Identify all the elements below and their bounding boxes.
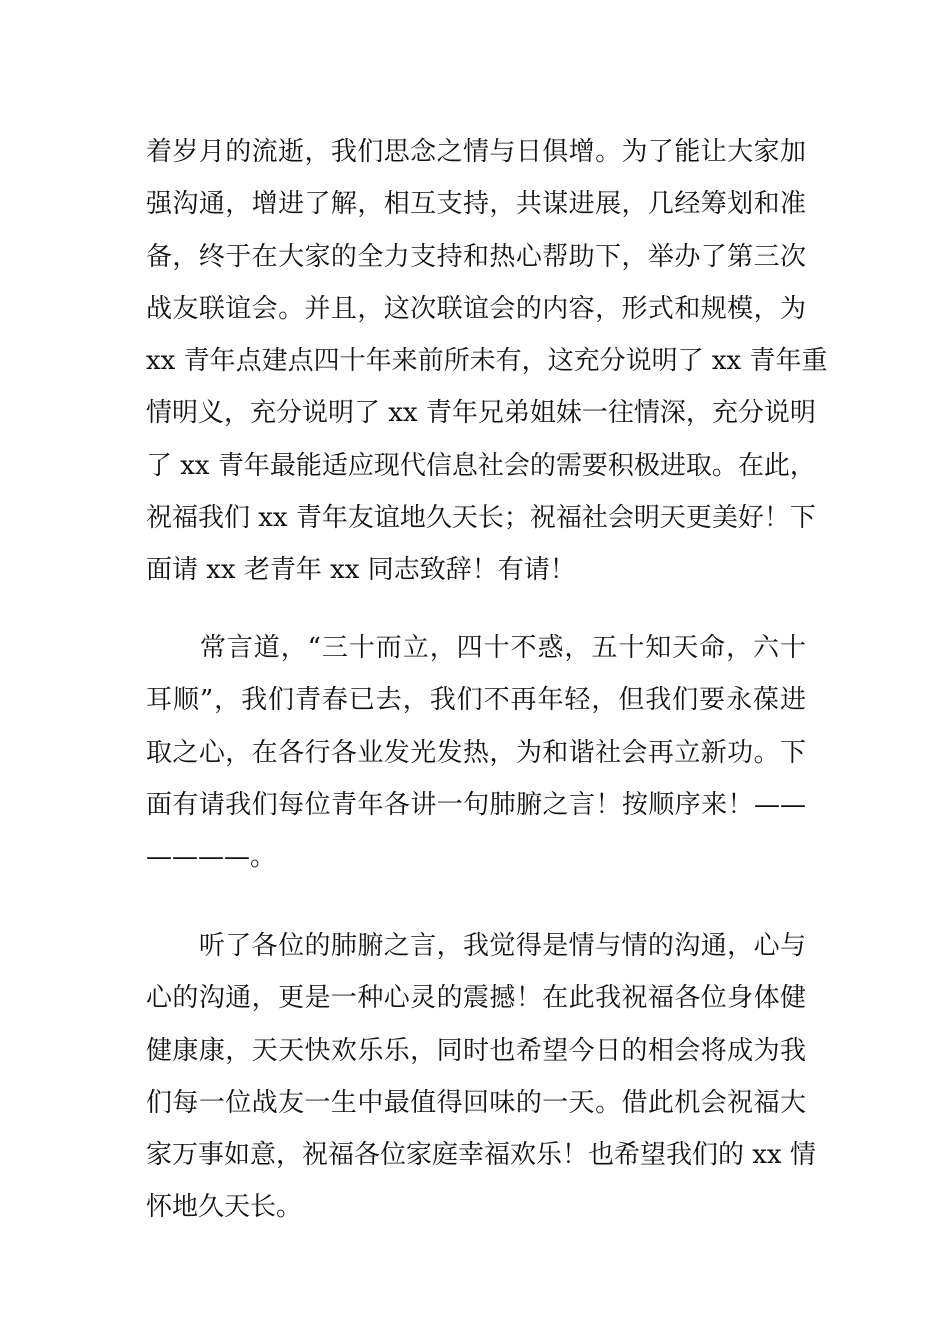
text-line: 祝福我们 xx 青年友谊地久天长；祝福社会明天更美好！下 [146, 503, 816, 534]
text-line: 耳顺”，我们青春已去，我们不再年轻，但我们要永葆进 [146, 685, 806, 716]
paragraph-1 [146, 126, 828, 597]
text-line: 战友联谊会。并且，这次联谊会的内容，形式和规模，为 [146, 293, 806, 324]
text-line: xx 青年点建点四十年来前所未有，这充分说明了 xx 青年重 [146, 346, 828, 377]
text-line: 家万事如意，祝福各位家庭幸福欢乐！也希望我们的 xx 情 [146, 1140, 816, 1171]
paragraph-3 [146, 920, 816, 1234]
text-line: 们每一位战友一生中最值得回味的一天。借此机会祝福大 [146, 1087, 806, 1118]
text-line: 着岁月的流逝，我们思念之情与日俱增。为了能让大家加 [146, 137, 806, 167]
text-line: 强沟通，增进了解，相互支持，共谋进展，几经筹划和准 [146, 189, 806, 220]
text-line: 心的沟通，更是一种心灵的震撼！在此我祝福各位身体健 [146, 983, 806, 1014]
text-line: 面请 xx 老青年 xx 同志致辞！有请！ [146, 555, 576, 586]
text-line: 备，终于在大家的全力支持和热心帮助下，举办了第三次 [146, 241, 806, 272]
text-line: 听了各位的肺腑之言，我觉得是情与情的沟通，心与 [146, 931, 806, 961]
text-line: ————。 [146, 842, 277, 873]
text-line: 面有请我们每位青年各讲一句肺腑之言！按顺序来！—— [146, 789, 806, 820]
text-line: 健康康，天天快欢乐乐，同时也希望今日的相会将成为我 [146, 1035, 806, 1066]
paragraph-2 [146, 622, 806, 883]
text-line: 取之心，在各行各业发光发热，为和谐社会再立新功。下 [146, 737, 806, 768]
text-line: 怀地久天长。 [146, 1192, 303, 1223]
text-line: 情明义，充分说明了 xx 青年兄弟姐妹一往情深，充分说明 [146, 398, 816, 429]
text-line: 了 xx 青年最能适应现代信息社会的需要积极进取。在此， [146, 450, 816, 481]
text-line: 常言道，“三十而立，四十不惑，五十知天命，六十 [146, 633, 806, 663]
